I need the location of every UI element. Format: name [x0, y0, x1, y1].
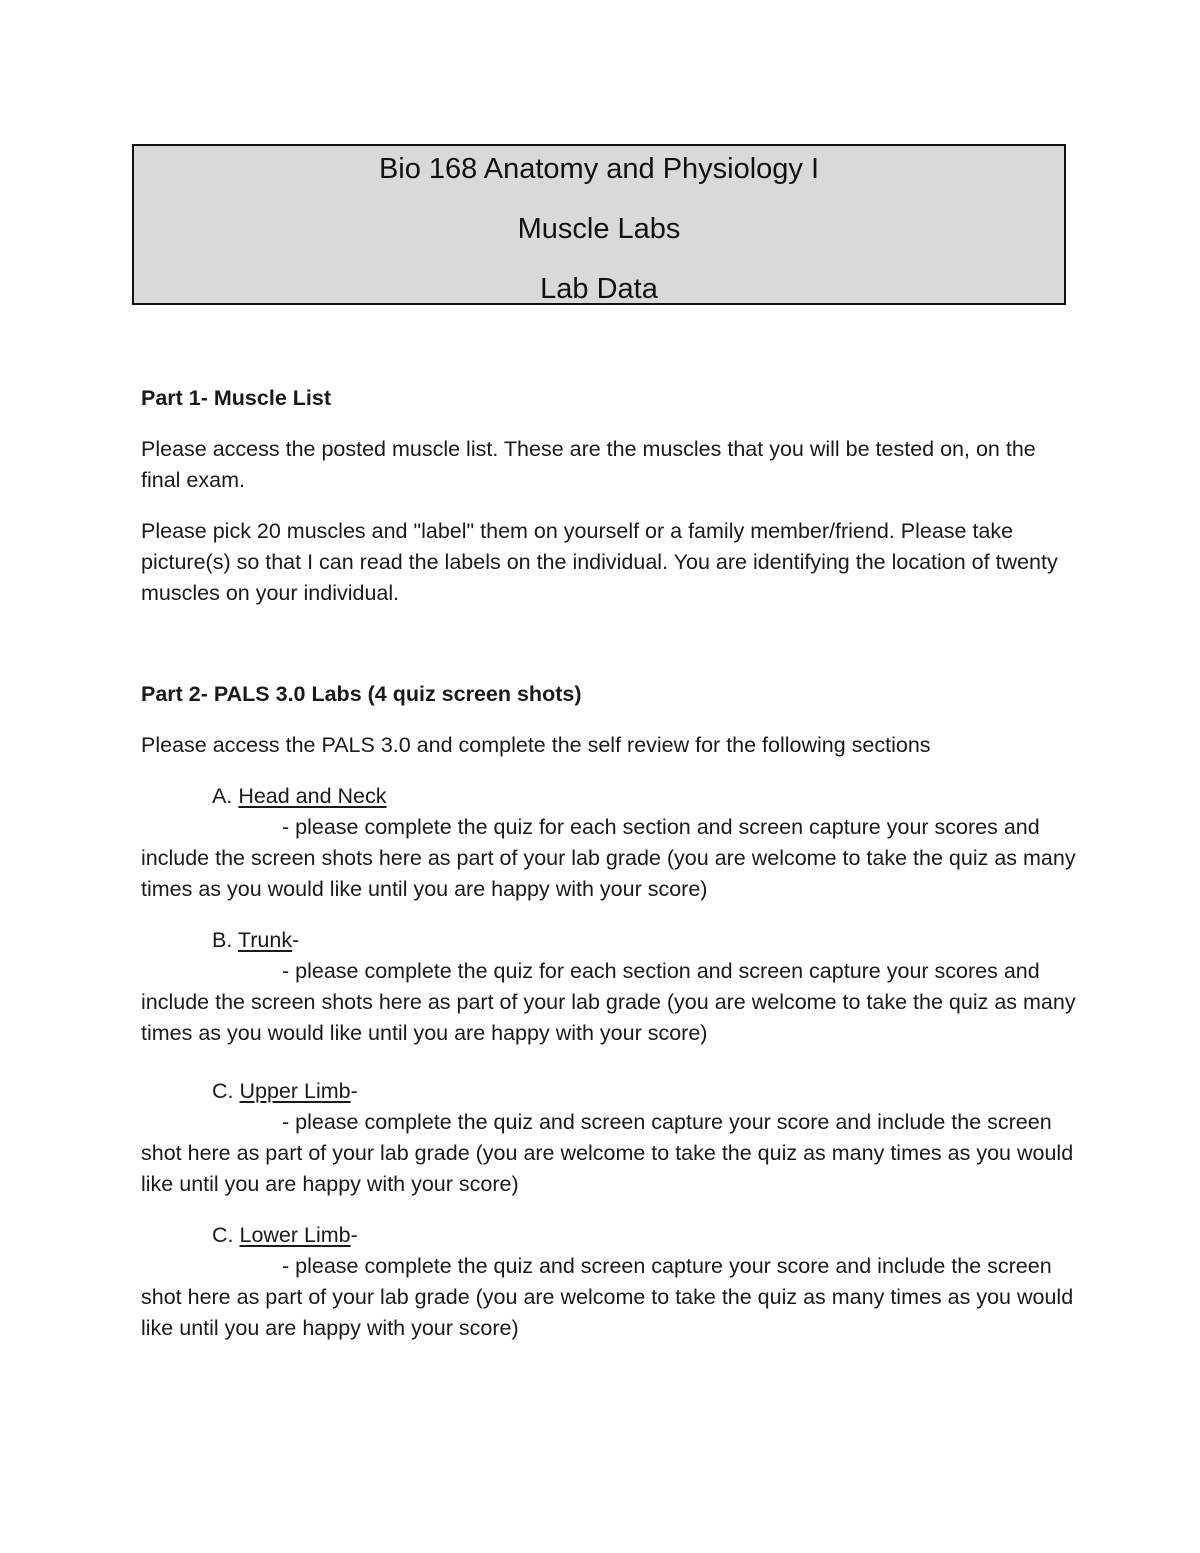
section-item-c-upper-instructions: - please complete the quiz and screen capture your score and include the screen shot here as part of your lab grade (you are welcome to take the quiz as many times as you would like until you are happy with your score): [141, 1110, 1074, 1196]
part2-intro: Please access the PALS 3.0 and complete the self review for the following sections: [141, 733, 931, 757]
item-letter: A.: [212, 784, 233, 808]
item-suffix: -: [350, 1223, 358, 1247]
item-suffix: -: [292, 928, 300, 952]
part1-paragraph-2: Please pick 20 muscles and "label" them on yourself or a family member/friend. Please take picture(s) so that I can read the labels on the individual. You are identifying the location of twenty muscles on your individual.: [141, 519, 1058, 605]
item-letter: B.: [212, 928, 233, 952]
item-suffix: -: [350, 1079, 358, 1103]
section-item-b-instructions: - please complete the quiz for each section and screen capture your scores and include the screen shots here as part of your lab grade (you are welcome to take the quiz as many times as you would like until you are happy with your score): [141, 959, 1076, 1045]
item-letter: C.: [212, 1079, 234, 1103]
section-item-a-instructions: - please complete the quiz for each section and screen capture your scores and include the screen shots here as part of your lab grade (you are welcome to take the quiz as many times as you would like until you are happy with your score): [141, 815, 1076, 901]
lab-subtitle: Lab Data: [540, 273, 658, 305]
item-name: Trunk: [237, 928, 293, 952]
item-letter: C.: [212, 1223, 234, 1247]
item-name: Lower Limb: [239, 1223, 351, 1247]
part1-heading: Part 1- Muscle List: [141, 386, 331, 410]
section-item-c-lower-label: [212, 1220, 358, 1251]
title-box: [132, 144, 1066, 305]
part1-paragraph-1: Please access the posted muscle list. These are the muscles that you will be tested on, on the final exam.: [141, 437, 1036, 492]
section-item-c-lower-instructions: - please complete the quiz and screen capture your score and include the screen shot here as part of your lab grade (you are welcome to take the quiz as many times as you would like until you are happy with your score): [141, 1254, 1074, 1340]
section-item-a-label: [212, 781, 387, 812]
lab-title: Muscle Labs: [517, 213, 681, 245]
section-item-b-label: [212, 925, 299, 956]
section-item-c-upper-label: [212, 1076, 358, 1107]
item-name: Upper Limb: [239, 1079, 351, 1103]
course-title: Bio 168 Anatomy and Physiology I: [378, 153, 820, 185]
part2-heading: Part 2- PALS 3.0 Labs (4 quiz screen shots): [141, 682, 582, 706]
item-name: Head and Neck: [238, 784, 387, 808]
